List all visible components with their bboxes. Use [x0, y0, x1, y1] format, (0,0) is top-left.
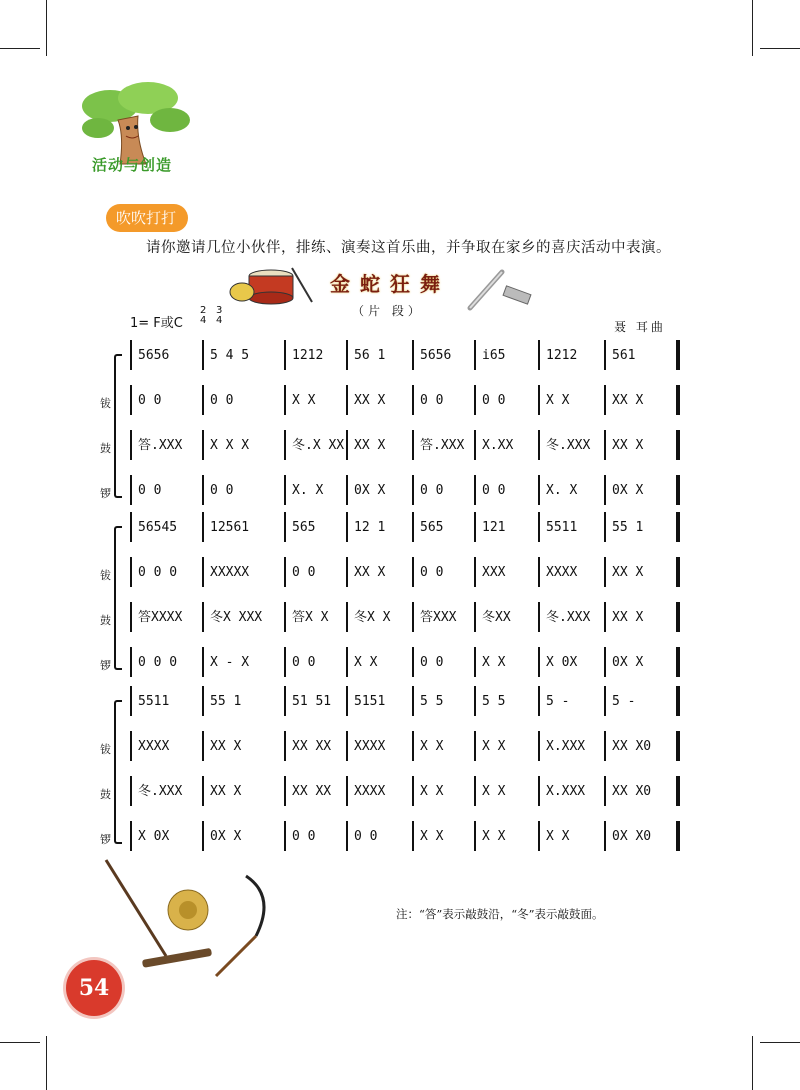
- barline: [130, 647, 132, 677]
- measure: 56 1: [354, 348, 386, 363]
- barline: [202, 557, 204, 587]
- barline: [346, 557, 348, 587]
- measure: 5511: [138, 694, 170, 709]
- barline: [346, 475, 348, 505]
- barline: [202, 821, 204, 851]
- barline: [538, 647, 540, 677]
- barline: [604, 731, 606, 761]
- barline: [346, 385, 348, 415]
- measure: 冬.X XX: [292, 438, 345, 453]
- barline: [346, 776, 348, 806]
- score-row: [134, 737, 680, 757]
- measure: 0 0 0: [138, 655, 178, 670]
- measure: XXX: [482, 565, 506, 580]
- measure: XX X: [354, 393, 386, 408]
- measure: X X: [354, 655, 378, 670]
- measure: 冬X XXX: [210, 610, 263, 625]
- measure: X X: [420, 784, 444, 799]
- measure: 0X X: [612, 483, 644, 498]
- measure: 0X X: [210, 829, 242, 844]
- measure: X. X: [546, 483, 578, 498]
- measure: 0 0: [482, 483, 506, 498]
- barline: [284, 512, 286, 542]
- barline: [538, 731, 540, 761]
- barline: [412, 602, 414, 632]
- end-barline: [676, 776, 680, 806]
- measure: 561: [612, 348, 636, 363]
- barline: [284, 647, 286, 677]
- instrument-label: 鼓: [100, 614, 111, 627]
- measure: XX X0: [612, 784, 652, 799]
- barline: [474, 557, 476, 587]
- measure: 0 0: [138, 393, 162, 408]
- barline: [130, 686, 132, 716]
- measure: XX X: [612, 610, 644, 625]
- barline: [538, 686, 540, 716]
- barline: [538, 430, 540, 460]
- measure: XXXXX: [210, 565, 250, 580]
- measure: 12561: [210, 520, 250, 535]
- measure: 0 0: [482, 393, 506, 408]
- barline: [202, 385, 204, 415]
- measure: 答XXXX: [138, 610, 183, 625]
- barline: [474, 686, 476, 716]
- measure: 0 0: [292, 565, 316, 580]
- measure: 56545: [138, 520, 178, 535]
- barline: [412, 475, 414, 505]
- crop-mark: [0, 48, 40, 49]
- measure: 5 -: [612, 694, 636, 709]
- measure: 5511: [546, 520, 578, 535]
- score-system: [100, 692, 680, 852]
- barline: [202, 340, 204, 370]
- barline: [202, 602, 204, 632]
- barline: [474, 385, 476, 415]
- measure: 0 0: [420, 393, 444, 408]
- composer: 聂 耳曲: [614, 320, 666, 334]
- barline: [412, 821, 414, 851]
- barline: [538, 512, 540, 542]
- song-subtitle: （片 段）: [352, 304, 424, 318]
- barline: [284, 731, 286, 761]
- measure: 0 0: [210, 393, 234, 408]
- score-row: [134, 653, 680, 673]
- barline: [538, 557, 540, 587]
- measure: 51 51: [292, 694, 332, 709]
- end-barline: [676, 512, 680, 542]
- barline: [604, 647, 606, 677]
- measure: 冬.XXX: [546, 610, 591, 625]
- end-barline: [676, 475, 680, 505]
- barline: [284, 340, 286, 370]
- measure: 0 0: [210, 483, 234, 498]
- score-row: [134, 563, 680, 583]
- measure: 5 4 5: [210, 348, 250, 363]
- score-row: [134, 346, 680, 366]
- measure: 12 1: [354, 520, 386, 535]
- barline: [538, 385, 540, 415]
- barline: [346, 512, 348, 542]
- measure: X X: [482, 829, 506, 844]
- instrument-label: 鼓: [100, 788, 111, 801]
- end-barline: [676, 385, 680, 415]
- measure: 0 0 0: [138, 565, 178, 580]
- barline: [538, 602, 540, 632]
- measure: XX XX: [292, 784, 332, 799]
- barline: [202, 512, 204, 542]
- score-row: [134, 608, 680, 628]
- crop-mark: [752, 1036, 753, 1090]
- measure: 5656: [420, 348, 452, 363]
- barline: [604, 385, 606, 415]
- measure: 5151: [354, 694, 386, 709]
- measure: X 0X: [138, 829, 170, 844]
- barline: [346, 602, 348, 632]
- barline: [412, 557, 414, 587]
- instrument-label: 钹: [100, 397, 111, 410]
- barline: [202, 776, 204, 806]
- barline: [346, 340, 348, 370]
- drum-illustration: [226, 262, 316, 312]
- measure: 565: [420, 520, 444, 535]
- barline: [474, 430, 476, 460]
- barline: [538, 776, 540, 806]
- measure: XXXX: [354, 784, 386, 799]
- barline: [130, 512, 132, 542]
- measure: i65: [482, 348, 506, 363]
- barline: [284, 557, 286, 587]
- barline: [604, 512, 606, 542]
- page-number: 54: [66, 960, 122, 1016]
- barline: [604, 776, 606, 806]
- measure: X X: [546, 393, 570, 408]
- score-row: [134, 782, 680, 802]
- measure: 55 1: [612, 520, 644, 535]
- measure: 0 0: [354, 829, 378, 844]
- instrument-label: 锣: [100, 833, 111, 846]
- key-signature: 1= F或C: [130, 316, 183, 331]
- measure: 冬.XXX: [546, 438, 591, 453]
- measure: 0X X0: [612, 829, 652, 844]
- score-row: [134, 436, 680, 456]
- measure: X X: [546, 829, 570, 844]
- barline: [474, 731, 476, 761]
- score-row: [134, 481, 680, 501]
- barline: [130, 602, 132, 632]
- system-bracket: [114, 354, 122, 498]
- instruction-text: 请你邀请几位小伙伴，排练、演奏这首乐曲，并争取在家乡的喜庆活动中表演。: [146, 240, 671, 256]
- barline: [130, 340, 132, 370]
- flute-illustration: [464, 268, 534, 312]
- end-barline: [676, 557, 680, 587]
- tree-illustration: [80, 76, 190, 166]
- section-tag: 吹吹打打: [106, 204, 188, 232]
- barline: [284, 776, 286, 806]
- barline: [284, 602, 286, 632]
- barline: [474, 475, 476, 505]
- measure: X X X: [210, 438, 250, 453]
- measure: 1212: [292, 348, 324, 363]
- measure: 冬X X: [354, 610, 391, 625]
- barline: [130, 821, 132, 851]
- barline: [474, 340, 476, 370]
- measure: X X: [420, 739, 444, 754]
- barline: [538, 821, 540, 851]
- measure: XXXX: [354, 739, 386, 754]
- barline: [538, 340, 540, 370]
- measure: X X: [482, 739, 506, 754]
- barline: [604, 430, 606, 460]
- instruments-illustration: [96, 856, 296, 986]
- measure: 0 0: [292, 829, 316, 844]
- score-row: [134, 518, 680, 538]
- barline: [130, 731, 132, 761]
- measure: XX X: [210, 784, 242, 799]
- measure: XX X: [354, 438, 386, 453]
- measure: 0X X: [612, 655, 644, 670]
- measure: 0X X: [354, 483, 386, 498]
- barline: [412, 340, 414, 370]
- barline: [202, 731, 204, 761]
- end-barline: [676, 430, 680, 460]
- measure: X.XXX: [546, 784, 586, 799]
- measure: XX XX: [292, 739, 332, 754]
- measure: 0 0: [420, 565, 444, 580]
- score-row: [134, 827, 680, 847]
- measure: X. X: [292, 483, 324, 498]
- barline: [412, 647, 414, 677]
- barline: [412, 776, 414, 806]
- barline: [604, 602, 606, 632]
- activity-title: 活动与创造: [92, 156, 173, 174]
- instrument-label: 钹: [100, 743, 111, 756]
- measure: 0 0: [138, 483, 162, 498]
- measure: 答X X: [292, 610, 329, 625]
- footnote: 注：“答”表示敲鼓沿，“冬”表示敲鼓面。: [396, 907, 604, 921]
- barline: [130, 557, 132, 587]
- end-barline: [676, 602, 680, 632]
- barline: [346, 821, 348, 851]
- measure: 1212: [546, 348, 578, 363]
- measure: 5 -: [546, 694, 570, 709]
- measure: XXXX: [546, 565, 578, 580]
- measure: 565: [292, 520, 316, 535]
- score-row: [134, 692, 680, 712]
- barline: [474, 602, 476, 632]
- measure: X X: [292, 393, 316, 408]
- barline: [130, 475, 132, 505]
- end-barline: [676, 647, 680, 677]
- measure: XX X: [612, 393, 644, 408]
- crop-mark: [46, 1036, 47, 1090]
- barline: [412, 512, 414, 542]
- barline: [202, 686, 204, 716]
- barline: [604, 340, 606, 370]
- song-title: 金蛇狂舞: [330, 272, 450, 296]
- barline: [604, 686, 606, 716]
- barline: [346, 647, 348, 677]
- measure: 答.XXX: [138, 438, 183, 453]
- measure: 0 0: [292, 655, 316, 670]
- measure: X 0X: [546, 655, 578, 670]
- measure: XX X: [612, 438, 644, 453]
- measure: X.XXX: [546, 739, 586, 754]
- barline: [202, 475, 204, 505]
- end-barline: [676, 340, 680, 370]
- measure: 121: [482, 520, 506, 535]
- barline: [346, 731, 348, 761]
- measure: 答.XXX: [420, 438, 465, 453]
- instrument-label: 钹: [100, 569, 111, 582]
- barline: [412, 430, 414, 460]
- instrument-label: 鼓: [100, 442, 111, 455]
- barline: [284, 475, 286, 505]
- barline: [474, 776, 476, 806]
- crop-mark: [46, 0, 47, 56]
- time-signature: 2 4: [200, 305, 207, 326]
- barline: [284, 821, 286, 851]
- measure: 冬.XXX: [138, 784, 183, 799]
- barline: [412, 686, 414, 716]
- instrument-label: 锣: [100, 487, 111, 500]
- measure: XX X: [612, 565, 644, 580]
- barline: [284, 385, 286, 415]
- measure: XX X0: [612, 739, 652, 754]
- measure: X - X: [210, 655, 250, 670]
- measure: 5 5: [482, 694, 506, 709]
- crop-mark: [0, 1042, 40, 1043]
- barline: [130, 430, 132, 460]
- measure: 55 1: [210, 694, 242, 709]
- system-bracket: [114, 700, 122, 844]
- score-row: [134, 391, 680, 411]
- barline: [474, 647, 476, 677]
- measure: 0 0: [420, 483, 444, 498]
- end-barline: [676, 821, 680, 851]
- measure: 答XXX: [420, 610, 457, 625]
- barline: [346, 686, 348, 716]
- measure: 5 5: [420, 694, 444, 709]
- barline: [604, 821, 606, 851]
- barline: [538, 475, 540, 505]
- barline: [130, 776, 132, 806]
- barline: [474, 821, 476, 851]
- barline: [412, 385, 414, 415]
- instrument-label: 锣: [100, 659, 111, 672]
- barline: [284, 430, 286, 460]
- barline: [604, 557, 606, 587]
- barline: [202, 430, 204, 460]
- barline: [130, 385, 132, 415]
- measure: XX X: [354, 565, 386, 580]
- measure: XXXX: [138, 739, 170, 754]
- barline: [412, 731, 414, 761]
- barline: [474, 512, 476, 542]
- score-system: [100, 518, 680, 678]
- end-barline: [676, 686, 680, 716]
- measure: 冬XX: [482, 610, 511, 625]
- crop-mark: [760, 48, 800, 49]
- system-bracket: [114, 526, 122, 670]
- time-signature: 3 4: [216, 305, 223, 326]
- barline: [346, 430, 348, 460]
- measure: 5656: [138, 348, 170, 363]
- measure: XX X: [210, 739, 242, 754]
- measure: X X: [420, 829, 444, 844]
- crop-mark: [752, 0, 753, 56]
- end-barline: [676, 731, 680, 761]
- measure: 0 0: [420, 655, 444, 670]
- crop-mark: [760, 1042, 800, 1043]
- measure: X.XX: [482, 438, 514, 453]
- barline: [284, 686, 286, 716]
- barline: [604, 475, 606, 505]
- barline: [202, 647, 204, 677]
- score-system: [100, 346, 680, 506]
- measure: X X: [482, 655, 506, 670]
- measure: X X: [482, 784, 506, 799]
